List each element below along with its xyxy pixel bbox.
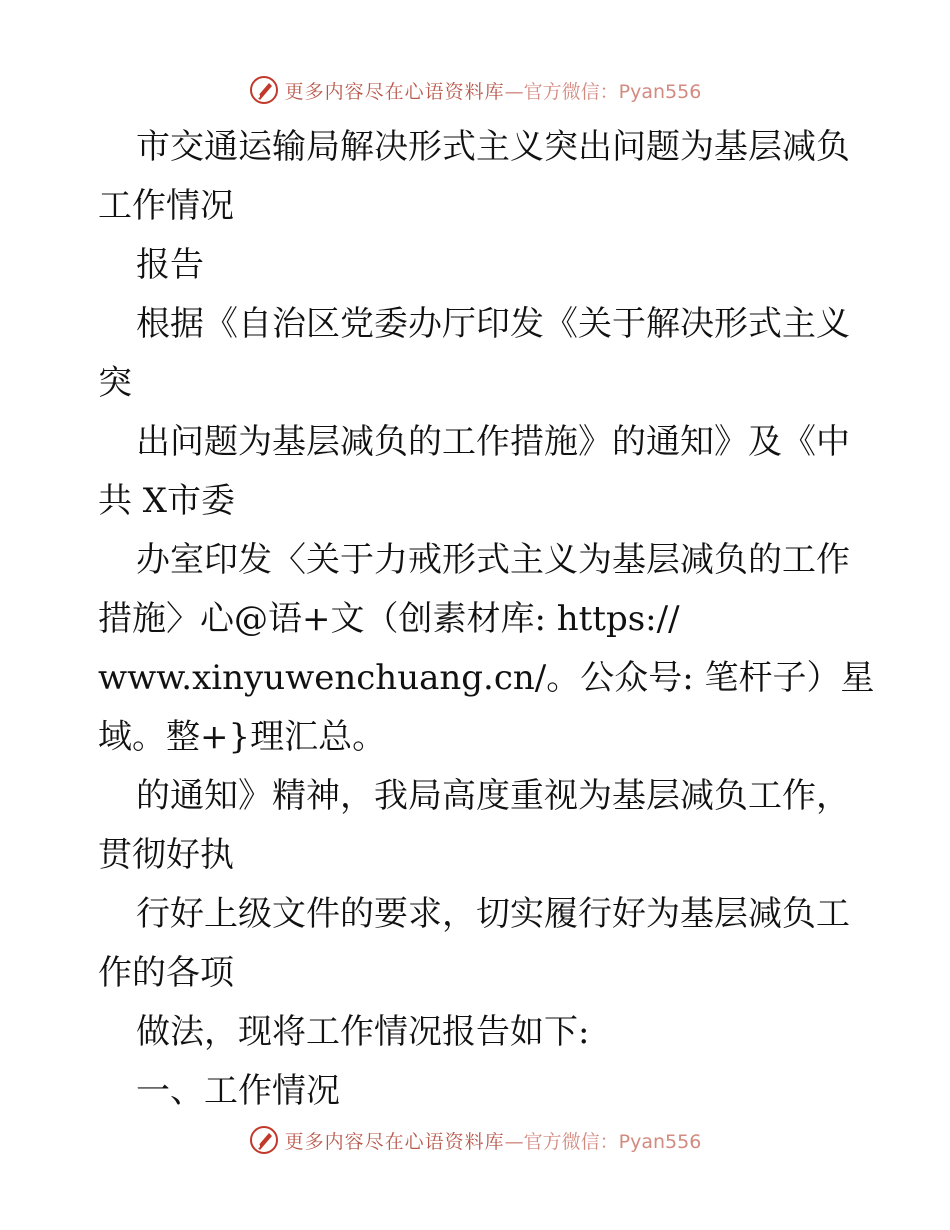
watermark-banner-top	[0, 70, 950, 110]
text-line: 出问题为基层减负的工作措施》的通知》及《中	[136, 422, 850, 462]
pen-logo-icon	[249, 75, 279, 105]
watermark-banner-bottom	[0, 1120, 950, 1160]
text-line: 办室印发〈关于力戒形式主义为基层减负的工作	[136, 540, 850, 580]
text-line: 作的各项	[98, 953, 234, 993]
text-line: 域。整+}理汇总。	[98, 717, 387, 757]
section-heading: 一、工作情况	[136, 1071, 340, 1111]
text-line: www.xinyuwenchuang.cn/。公众号: 笔杆子）星	[98, 658, 875, 698]
text-line: 做法，现将工作情况报告如下:	[136, 1012, 590, 1052]
text-line: 工作情况	[98, 186, 234, 226]
text-line: 的通知》精神，我局高度重视为基层减负工作，	[136, 776, 850, 816]
text-line: 突	[98, 363, 132, 403]
watermark-brand: 更多内容尽在心语资料库	[284, 80, 505, 103]
watermark-wechat: —官方微信：Pyan556	[504, 80, 702, 103]
text-line: 根据《自治区党委办厅印发《关于解决形式主义	[136, 304, 850, 344]
text-line: 共 X市委	[98, 481, 236, 521]
text-line: 措施〉心@语+文（创素材库: https://	[98, 599, 680, 639]
watermark-wechat: —官方微信：Pyan556	[504, 1130, 702, 1153]
text-line: 行好上级文件的要求，切实履行好为基层减负工	[136, 894, 850, 934]
text-line: 贯彻好执	[98, 835, 234, 875]
document-body	[98, 118, 875, 1121]
pen-logo-icon	[249, 1125, 279, 1155]
watermark-brand: 更多内容尽在心语资料库	[284, 1130, 505, 1153]
text-line: 市交通运输局解决形式主义突出问题为基层减负	[136, 127, 850, 167]
text-line: 报告	[136, 245, 204, 285]
